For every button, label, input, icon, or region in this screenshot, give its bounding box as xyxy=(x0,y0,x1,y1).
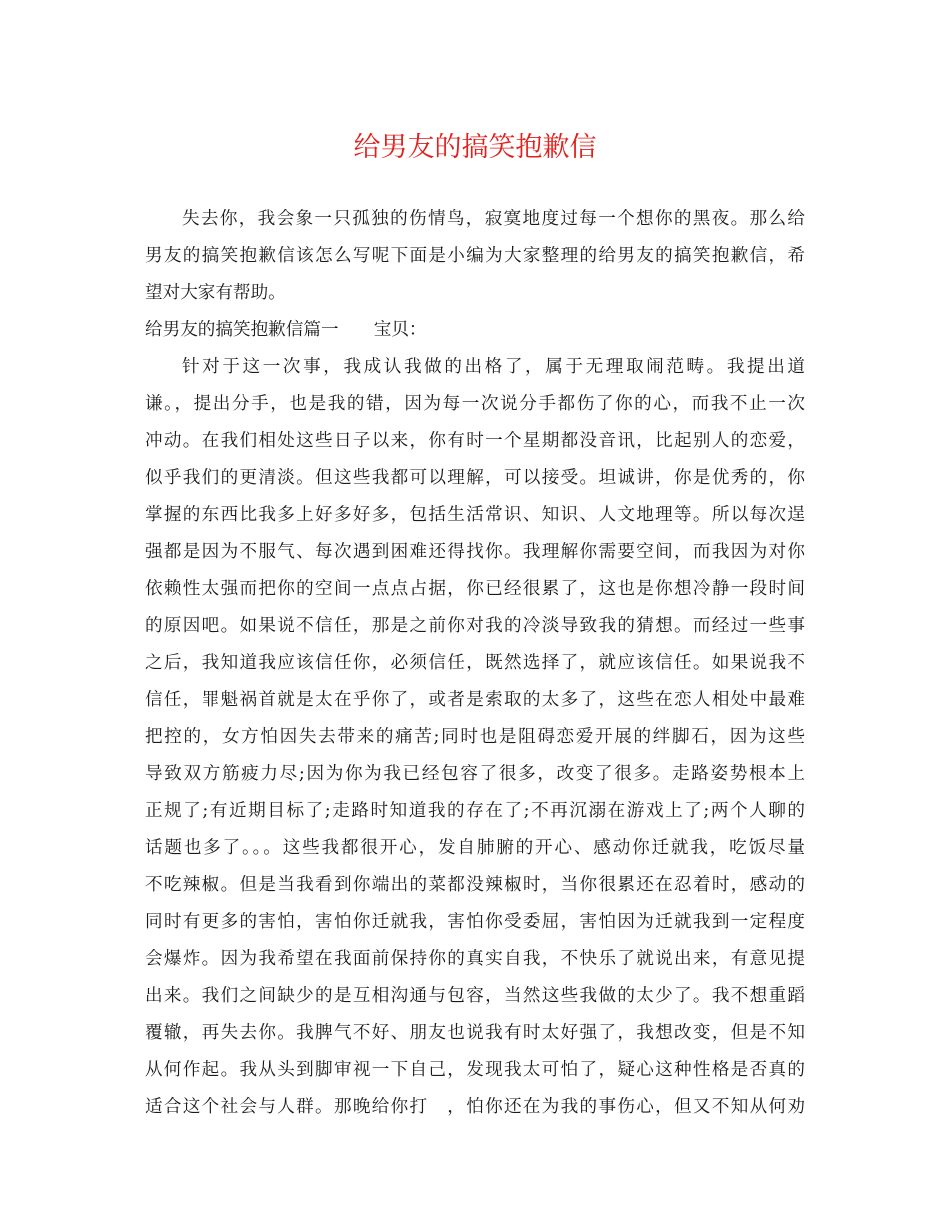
paragraph-line: 失去你，我会象一只孤独的伤情鸟，寂寞地度过每一个想你的黑夜。那么给 xyxy=(182,209,805,229)
paragraph-line: 把控的，女方怕因失去带来的痛苦;同时也是阻碍恋爱开展的绊脚石，因为这些 xyxy=(145,727,805,747)
paragraph-line: 强都是因为不服气、每次遇到困难还得找你。我理解你需要空间，而我因为对你 xyxy=(145,542,805,562)
paragraph-line: 信任，罪魁祸首就是太在乎你了，或者是索取的太多了，这些在恋人相处中最难 xyxy=(145,690,805,710)
paragraph-line: 不吃辣椒。但是当我看到你端出的菜都没辣椒时，当你很累还在忍着时，感动的 xyxy=(145,875,805,895)
document-title: 给男友的搞笑抱歉信 xyxy=(353,132,597,163)
paragraph-line: 的原因吧。如果说不信任，那是之前你对我的冷淡导致我的猜想。而经过一些事 xyxy=(145,616,805,636)
paragraph-line: 掌握的东西比我多上好多好多，包括生活常识、知识、人文地理等。所以每次逞 xyxy=(145,505,805,525)
paragraph-line: 从何作起。我从头到脚审视一下自己，发现我太可怕了，疑心这种性格是否真的 xyxy=(145,1060,805,1080)
paragraph-line: 话题也多了。。。这些我都很开心，发自肺腑的开心、感动你迁就我，吃饭尽量 xyxy=(145,838,805,858)
paragraph-line: 谦。，提出分手，也是我的错，因为每一次说分手都伤了你的心，而我不止一次 xyxy=(145,394,805,414)
paragraph-line: 望对大家有帮助。 xyxy=(145,283,286,303)
paragraph-line: 冲动。在我们相处这些日子以来，你有时一个星期都没音讯，比起别人的恋爱， xyxy=(145,431,805,451)
paragraph-line: 同时有更多的害怕，害怕你迁就我，害怕你受委屈，害怕因为迁就我到一定程度 xyxy=(145,912,805,932)
paragraph-line: 之后，我知道我应该信任你，必须信任，既然选择了，就应该信任。如果说我不 xyxy=(145,653,805,673)
paragraph-line: 针对于这一次事，我成认我做的出格了，属于无理取闹范畴。我提出道 xyxy=(182,357,805,377)
paragraph-line: 会爆炸。因为我希望在我面前保持你的真实自我，不快乐了就说出来，有意见提 xyxy=(145,949,805,969)
paragraph-line: 导致双方筋疲力尽;因为你为我已经包容了很多，改变了很多。走路姿势根本上 xyxy=(145,764,805,784)
paragraph-line: 覆辙，再失去你。我脾气不好、朋友也说我有时太好强了，我想改变，但是不知 xyxy=(145,1023,805,1043)
paragraph-line: 似乎我们的更清淡。但这些我都可以理解，可以接受。坦诚讲，你是优秀的，你 xyxy=(145,468,805,488)
paragraph-line: 依赖性太强而把你的空间一点点占据，你已经很累了，这也是你想冷静一段时间 xyxy=(145,579,805,599)
paragraph-line: 男友的搞笑抱歉信该怎么写呢下面是小编为大家整理的给男友的搞笑抱歉信，希 xyxy=(145,246,805,266)
paragraph-line: 适合这个社会与人群。那晚给你打 ，怕你还在为我的事伤心，但又不知从何劝 xyxy=(145,1097,805,1117)
paragraph-line: 正规了;有近期目标了;走路时知道我的存在了;不再沉溺在游戏上了;两个人聊的 xyxy=(145,801,805,821)
section-heading-line: 给男友的搞笑抱歉信篇一 宝贝： xyxy=(145,320,427,340)
paragraph-line: 出来。我们之间缺少的是互相沟通与包容，当然这些我做的太少了。我不想重蹈 xyxy=(145,986,805,1006)
